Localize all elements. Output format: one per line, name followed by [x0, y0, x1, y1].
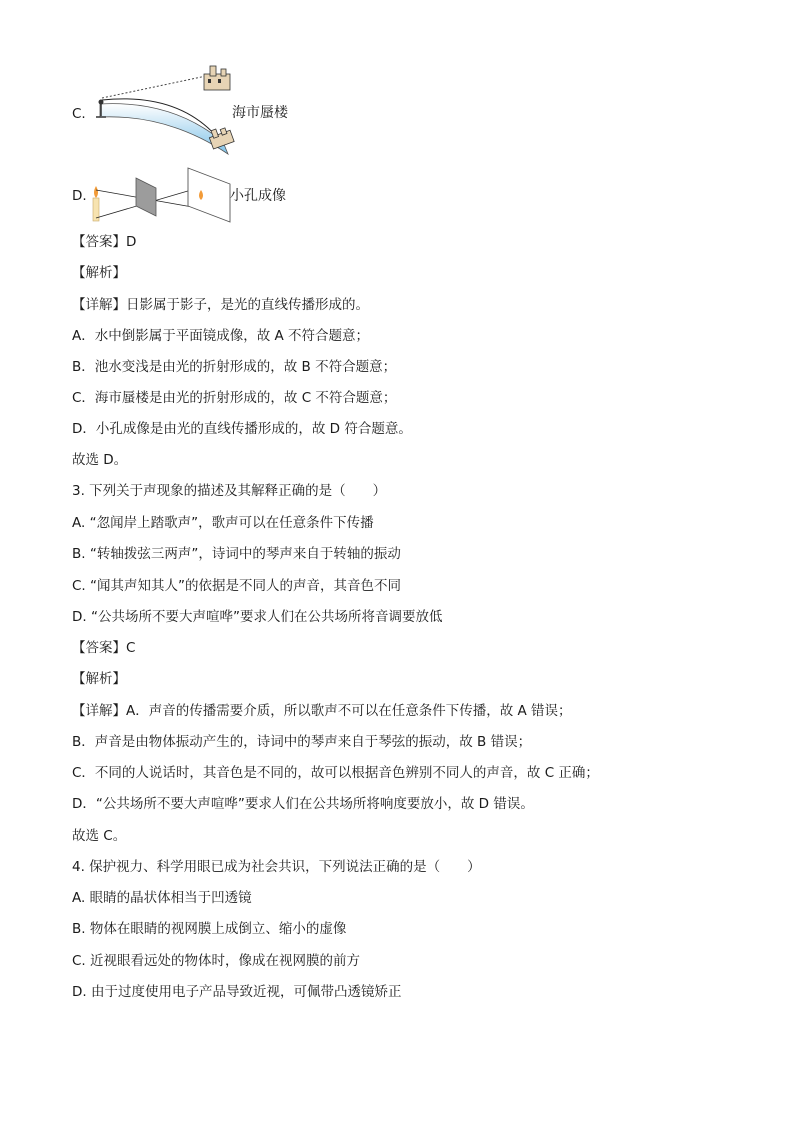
- pinhole-diagram: [86, 166, 236, 226]
- q3-option-a: A. “忽闻岸上踏歌声”，歌声可以在任意条件下传播: [72, 515, 374, 531]
- mirage-caption: 海市蜃楼: [232, 105, 288, 121]
- q4-stem: 4. 保护视力、科学用眼已成为社会共识，下列说法正确的是（ ）: [72, 859, 481, 875]
- q2-answer: 【答案】D: [72, 234, 137, 250]
- q2-explanation-c: C．海市蜃楼是由光的折射形成的，故 C 不符合题意；: [72, 390, 397, 406]
- q3-explanation-c: C．不同的人说话时，其音色是不同的，故可以根据音色辨别不同人的声音，故 C 正确；: [72, 765, 599, 781]
- q3-option-c: C. “闻其声知其人”的依据是不同人的声音，其音色不同: [72, 578, 401, 594]
- q3-option-d: D. “公共场所不要大声喧哗”要求人们在公共场所将音调要放低: [72, 609, 443, 625]
- candle-icon: [93, 186, 99, 221]
- q2-explanation-b: B．池水变浅是由光的折射形成的，故 B 不符合题意；: [72, 359, 397, 375]
- q4-option-d: D. 由于过度使用电子产品导致近视，可佩带凸透镜矫正: [72, 984, 402, 1000]
- q2-explanation-a: A．水中倒影属于平面镜成像，故 A 不符合题意；: [72, 328, 370, 344]
- q3-answer: 【答案】C: [72, 640, 136, 656]
- q4-option-c: C. 近视眼看远处的物体时，像成在视网膜的前方: [72, 953, 361, 969]
- q3-explanation-a: 【详解】A．声音的传播需要介质，所以歌声不可以在任意条件下传播，故 A 错误；: [72, 703, 572, 719]
- q3-analysis-heading: 【解析】: [72, 671, 126, 687]
- pinhole-caption: 小孔成像: [230, 188, 286, 204]
- q3-option-b: B. “转轴拨弦三两声”，诗词中的琴声来自于转轴的振动: [72, 546, 401, 562]
- q2-conclusion: 故选 D。: [72, 452, 128, 468]
- figure-d-letter: D.: [72, 188, 87, 204]
- q3-stem: 3. 下列关于声现象的描述及其解释正确的是（ ）: [72, 483, 387, 499]
- q4-option-b: B. 物体在眼睛的视网膜上成倒立、缩小的虚像: [72, 921, 347, 937]
- building-object-icon: [207, 125, 234, 149]
- q2-detail: 【详解】日影属于影子，是光的直线传播形成的。: [72, 297, 369, 313]
- q2-explanation-d: D．小孔成像是由光的直线传播形成的，故 D 符合题意。: [72, 421, 412, 437]
- q4-option-a: A. 眼睛的晶状体相当于凹透镜: [72, 890, 252, 906]
- q2-analysis-heading: 【解析】: [72, 265, 126, 281]
- q3-explanation-d: D．“公共场所不要大声喧哗”要求人们在公共场所将响度要放小，故 D 错误。: [72, 796, 534, 812]
- mirage-diagram: [88, 62, 238, 157]
- q3-conclusion: 故选 C。: [72, 828, 127, 844]
- figure-c-letter: C.: [72, 106, 86, 122]
- building-image-icon: [204, 66, 230, 90]
- q3-explanation-b: B．声音是由物体振动产生的，诗词中的琴声来自于琴弦的振动，故 B 错误；: [72, 734, 532, 750]
